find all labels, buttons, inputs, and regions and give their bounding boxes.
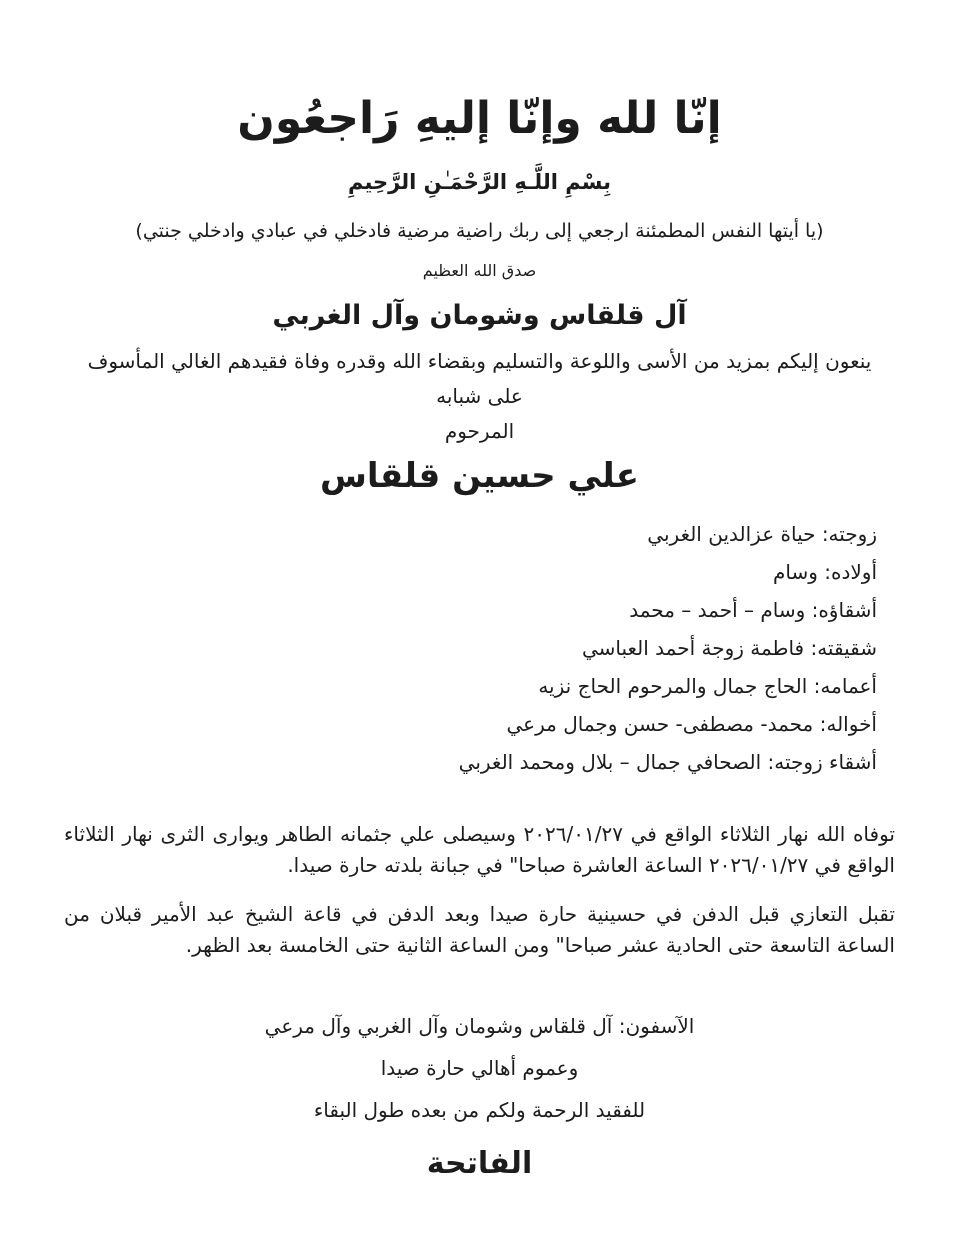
quran-verse: (يا أيتها النفس المطمئنة ارجعي إلى ربك راضية مرضية فادخلي في عبادي وادخلي جنتي) xyxy=(135,219,824,242)
announcement-text: ينعون إليكم بمزيد من الأسى واللوعة والتسليم وبقضاء الله وقدره وفاة فقيدهم الغالي المأسوف على شبابه xyxy=(87,349,872,409)
relative-item-brothers-in-law: أشقاء زوجته: الصحافي جمال – بلال ومحمد الغربي xyxy=(458,749,877,774)
mourners-line: الآسفون: آل قلقاس وشومان وآل الغربي وآل مرعي xyxy=(264,1013,695,1038)
closing-blessing-line: للفقيد الرحمة ولكم من بعده طول البقاء xyxy=(313,1097,646,1122)
condolences-details-paragraph: تقبل التعازي قبل الدفن في حسينية حارة صيدا وبعد الدفن في قاعة الشيخ عبد الأمير قبلان من الساعة التاسعة حتى الحادية عشر صباحا" ومن الساعة الثانية حتى الخامسة بعد الظهر. xyxy=(64,901,895,957)
deceased-name: علي حسين قلقاس xyxy=(319,456,640,497)
relative-item-wife: زوجته: حياة عزالدين الغربي xyxy=(647,521,877,546)
relative-item-brothers: أشقاؤه: وسام – أحمد – محمد xyxy=(629,597,877,622)
families-heading: آل قلقاس وشومان وآل الغربي xyxy=(272,299,687,331)
relative-item-paternal-uncles: أعمامه: الحاج جمال والمرحوم الحاج نزيه xyxy=(538,673,877,698)
relatives-list xyxy=(64,515,895,781)
relative-item-maternal-uncles: أخواله: محمد- مصطفى- حسن وجمال مرعي xyxy=(506,711,877,736)
basmala-line: بِسْمِ اللَّـهِ الرَّحْمَـٰنِ الرَّحِيمِ xyxy=(348,170,611,194)
relative-item-sister: شقيقته: فاطمة زوجة أحمد العباسي xyxy=(581,635,877,660)
fatiha-title: الفاتحة xyxy=(426,1145,533,1181)
relative-item-children: أولاده: وسام xyxy=(773,559,877,584)
mourners-extra-line: وعموم أهالي حارة صيدا xyxy=(380,1055,579,1080)
istirja-title: إنّا لله وإنّا إليهِ رَاجعُون xyxy=(237,93,722,144)
funeral-details-paragraph: توفاه الله نهار الثلاثاء الواقع في ٢٠٢٦/٠١/٢٧ وسيصلى علي جثمانه الطاهر ويوارى الثرى نهار الثلاثاء الواقع في ٢٠٢٦/٠١/٢٧ الساعة العاشرة صباحا" في جبانة بلدته حارة صيدا. xyxy=(64,821,895,877)
deceased-honorific: المرحوم xyxy=(444,419,515,444)
verse-attribution: صدق الله العظيم xyxy=(422,260,537,280)
